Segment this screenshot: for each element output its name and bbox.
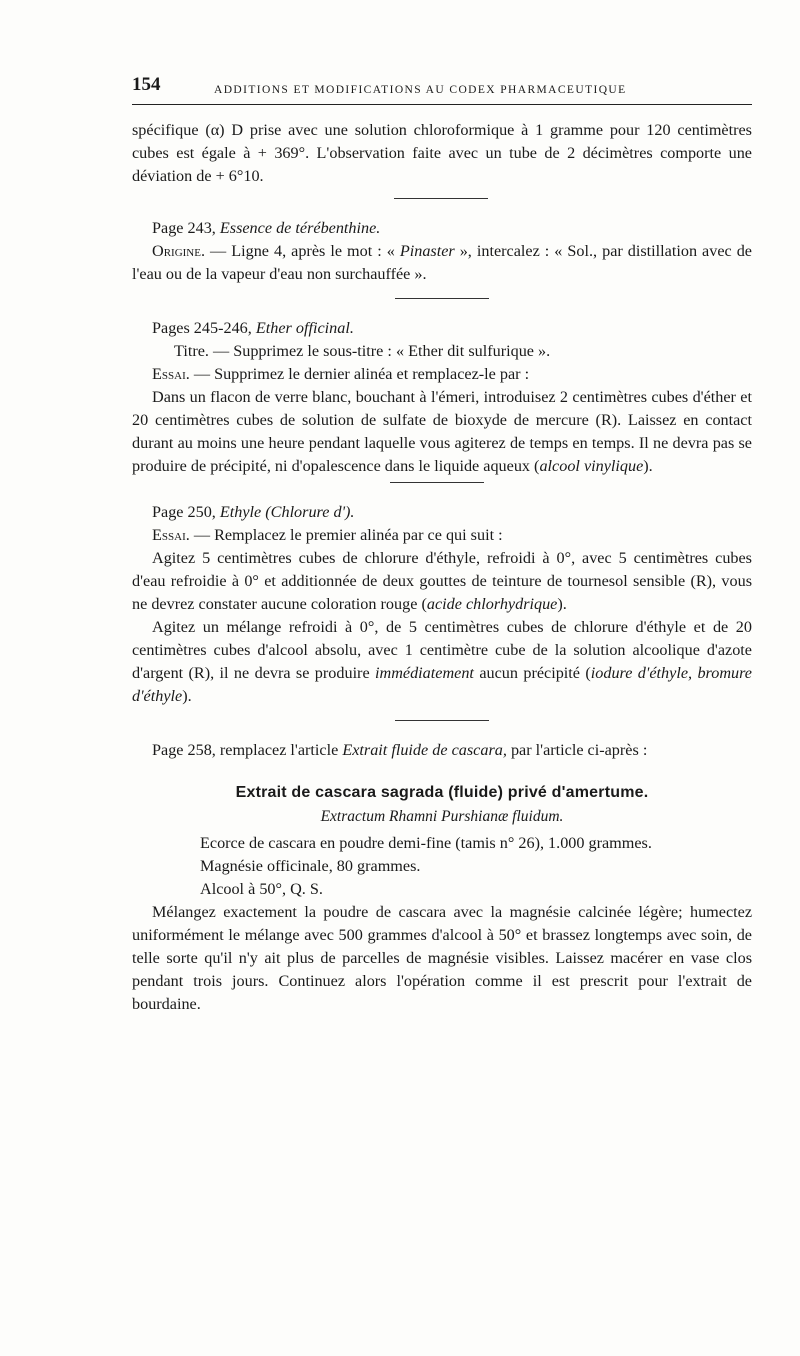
article-title: Essence de térébenthine. bbox=[219, 219, 381, 237]
article-title: Ethyle (Chlorure d'). bbox=[219, 503, 355, 521]
document-page bbox=[132, 72, 752, 1016]
essai-paragraph: Essai. — Remplacez le premier alinéa par ce qui suit : bbox=[152, 526, 503, 544]
section-heading-243: Page 243, Essence de térébenthine. bbox=[152, 219, 381, 237]
running-title: ADDITIONS ET MODIFICATIONS AU CODEX PHARMACEUTIQUE bbox=[214, 84, 627, 96]
titre-paragraph: Titre. — Supprimez le sous-titre : « Ether dit sulfurique ». bbox=[174, 342, 551, 360]
origin-paragraph: Origine. — Ligne 4, après le mot : « Pinaster », intercalez : « Sol., par distillation avec de l'eau ou de la vapeur d'eau non surchauffée ». bbox=[132, 242, 752, 283]
essai-paragraph: Essai. — Supprimez le dernier alinéa et remplacez-le par : bbox=[152, 365, 530, 383]
latin-title: Extractum Rhamni Purshianæ fluidum. bbox=[320, 808, 564, 825]
article-title: Ether officinal. bbox=[255, 319, 354, 337]
section-divider bbox=[394, 198, 488, 199]
ingredient-item: Alcool à 50°, Q. S. bbox=[200, 880, 323, 898]
section-divider bbox=[395, 298, 489, 299]
test-paragraph-2: Agitez un mélange refroidi à 0°, de 5 centimètres cubes de chlorure d'éthyle et de 20 centimètres cubes d'alcool absolu, avec 1 centimètre cube de la solution alcoolique d'azote d'argent (R), il ne devra se produire immédiatement aucun précipité (iodure d'éthyle, bromure d'éthyle). bbox=[132, 618, 752, 705]
article-heading: Extrait de cascara sagrada (fluide) privé d'amertume. bbox=[235, 784, 649, 801]
section-heading-245: Pages 245-246, Ether officinal. bbox=[152, 319, 354, 337]
section-heading-258: Page 258, remplacez l'article Extrait fluide de cascara, par l'article ci-après : bbox=[152, 741, 648, 759]
essai-label: Essai. bbox=[152, 526, 190, 544]
section-heading-250: Page 250, Ethyle (Chlorure d'). bbox=[152, 503, 355, 521]
essai-body-paragraph: Dans un flacon de verre blanc, bouchant à l'émeri, introduisez 2 centimètres cubes d'éther et 20 centimètres cubes de solution de sulfate de bioxyde de mercure (R). Laissez en contact durant au moins une heure pendant laquelle vous agiterez de temps en temps. Il ne devra pas se produire de précipité, ni d'opalescence dans le liquide aqueux (alcool vinylique). bbox=[132, 388, 752, 475]
origin-label: Origine. bbox=[152, 242, 206, 260]
essai-label: Essai. bbox=[152, 365, 190, 383]
ingredient-item: Ecorce de cascara en poudre demi-fine (tamis n° 26), 1.000 grammes. bbox=[200, 834, 652, 852]
test-paragraph-1: Agitez 5 centimètres cubes de chlorure d'éthyle, refroidi à 0°, avec 5 centimètres cubes d'eau refroidie à 0° et additionnée de deux gouttes de teinture de tournesol sensible (R), vous ne devrez constater aucune coloration rouge (acide chlorhydrique). bbox=[132, 549, 752, 613]
method-paragraph: Mélangez exactement la poudre de cascara avec la magnésie calcinée légère; humectez uniformément le mélange avec 500 grammes d'alcool à 50° et brassez longtemps avec soin, de telle sorte qu'il n'y ait plus de parcelles de magnésie visibles. Laissez macérer en vase clos pendant trois jours. Continuez alors l'opération comme il est prescrit pour l'extrait de bourdaine. bbox=[132, 903, 752, 1013]
page-header bbox=[132, 72, 752, 105]
ingredient-list bbox=[132, 832, 752, 901]
section-divider bbox=[395, 720, 489, 721]
ingredient-item: Magnésie officinale, 80 grammes. bbox=[200, 857, 421, 875]
page-number: 154 bbox=[132, 74, 161, 95]
continuation-paragraph: spécifique (α) D prise avec une solution chloroformique à 1 gramme pour 120 centimètres cubes est égale à + 369°. L'observation faite avec un tube de 2 décimètres comporte une déviation de + 6°10. bbox=[132, 121, 752, 185]
section-divider bbox=[390, 482, 484, 483]
